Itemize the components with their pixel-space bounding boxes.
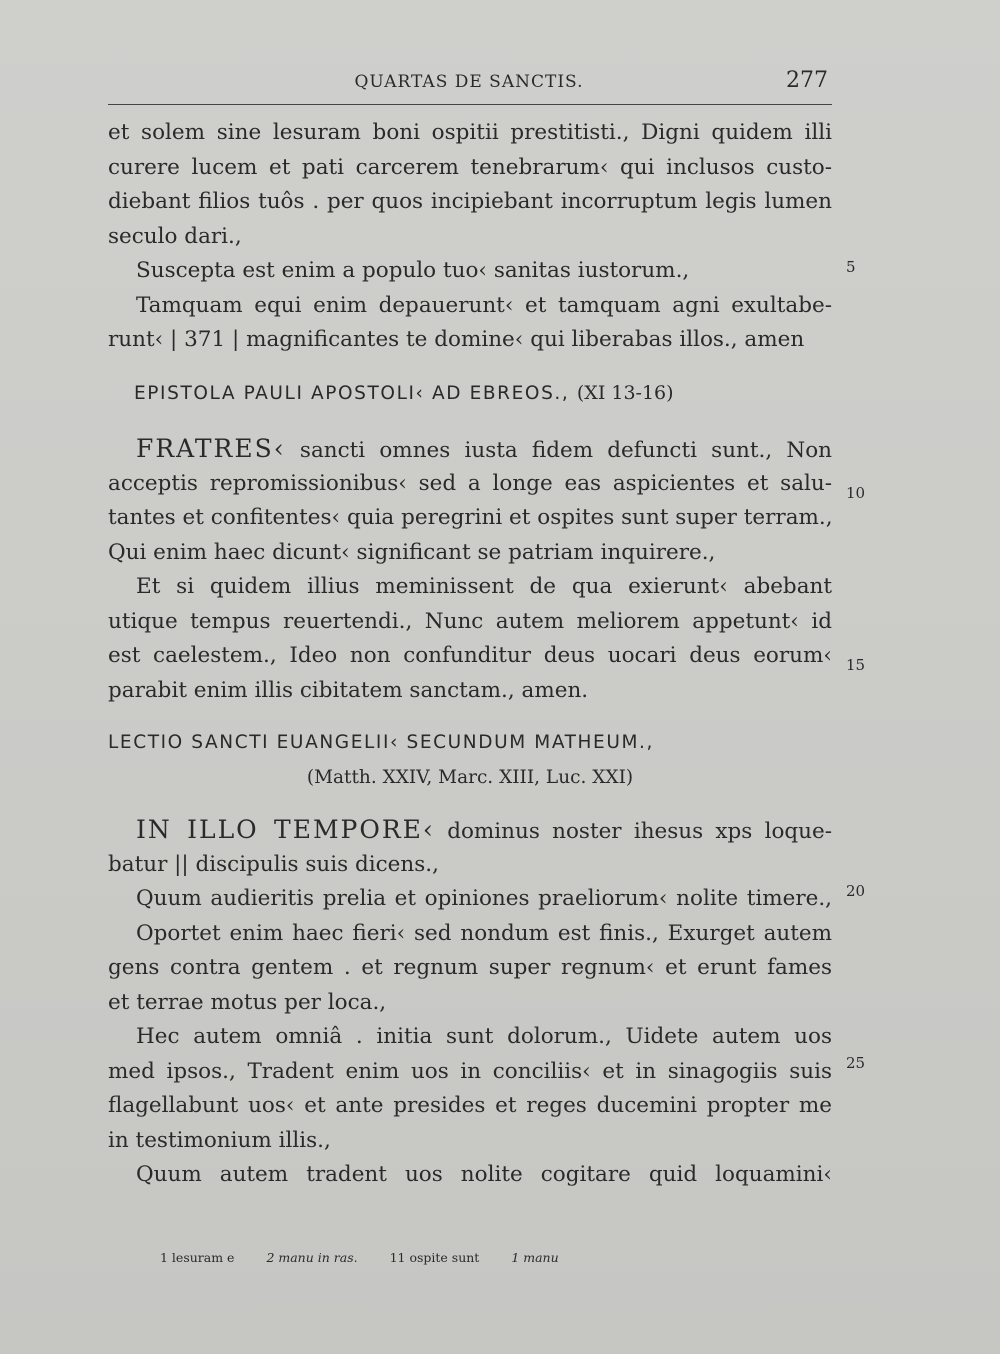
header-rule — [108, 104, 832, 105]
text-line: Quum audieritis prelia et opiniones praeliorum‹ nolite timere., — [136, 886, 832, 911]
heading-reference: (XI 13-16) — [576, 381, 674, 404]
section-heading-lectio: LECTIO SANCTI EUANGELII‹ SECUNDUM MATHEUM., — [108, 732, 654, 753]
line-number: 20 — [846, 882, 866, 900]
text-line: est caelestem., Ideo non confunditur deus uocari deus eorum‹ — [108, 643, 832, 668]
text-line: Hec autem omniâ . initia sunt dolorum., Uidete autem uos — [136, 1024, 832, 1049]
text-line: Tamquam equi enim depauerunt‹ et tamquam agni exultabe- — [136, 292, 832, 318]
footnote-italic: 2 manu in ras. — [266, 1250, 358, 1265]
line-number: 10 — [846, 484, 866, 502]
page-header — [108, 70, 830, 100]
text-line: parabit enim illis cibitatem sanctam., amen. — [108, 677, 589, 703]
text-line: tantes et confitentes‹ quia peregrini et ospites sunt super terram., — [108, 505, 833, 530]
text-line: diebant filios tuôs . per quos incipiebant incorruptum legis lumen — [108, 189, 832, 214]
text-line: et terrae motus per loca., — [108, 989, 387, 1015]
line-number: 5 — [846, 258, 856, 276]
footnote-italic: 1 manu — [511, 1250, 559, 1265]
text-line: runt‹ | 371 | magnificantes te domine‹ qui liberabas illos., amen — [108, 327, 805, 352]
footnote-2 — [390, 1250, 559, 1265]
spacer — [108, 358, 832, 376]
running-title: QUARTAS DE SANCTIS. — [354, 72, 584, 92]
text-line: curere lucem et pati carcerem tenebrarum‹ qui inclusos custo- — [108, 154, 832, 180]
text-line: batur || discipulis suis dicens., — [108, 851, 439, 877]
text-line: acceptis repromissionibus‹ sed a longe eas aspicientes et salu- — [108, 470, 832, 496]
heading-text: EPISTOLA PAULI APOSTOLI‹ AD EBREOS., — [134, 382, 570, 404]
text-line: Suscepta est enim a populo tuo‹ sanitas iustorum., — [136, 258, 690, 283]
text-span: dominus noster ihesus xps loque- — [447, 819, 832, 844]
text-span: sancti omnes iusta fidem defuncti sunt., Non — [299, 438, 832, 463]
text-line: Et si quidem illius meminissent de qua exierunt‹ abebant — [136, 574, 832, 599]
text-line: flagellabunt uos‹ et ante presides et reges ducemini propter me — [108, 1093, 832, 1118]
section-heading-epistola — [108, 376, 832, 411]
text-line: et solem sine lesuram boni ospitii prestitisti., Digni quidem illi — [108, 120, 832, 145]
incipit: IN ILLO TEMPORE‹ — [136, 815, 435, 844]
text-line: Quum autem tradent uos nolite cogitare quid loquamini‹ — [136, 1162, 832, 1187]
footnotes — [160, 1250, 587, 1265]
page-number: 277 — [786, 68, 828, 93]
footnote-1 — [160, 1250, 358, 1265]
text-line: Qui enim haec dicunt‹ significant se patriam inquirere., — [108, 539, 716, 565]
spacer — [108, 708, 832, 726]
text-line: seculo dari., — [108, 223, 242, 249]
text-line — [108, 432, 832, 467]
text-line: Oportet enim haec fieri‹ sed nondum est finis., Exurget autem — [136, 920, 832, 946]
body-text — [108, 116, 832, 1193]
line-number: 25 — [846, 1054, 866, 1072]
spacer — [108, 795, 832, 813]
incipit: FRATRES‹ — [136, 434, 286, 463]
text-line: gens contra gentem . et regnum super regnum‹ et erunt fames — [108, 955, 832, 980]
text-line: utique tempus reuertendi., Nunc autem meliorem appetunt‹ id — [108, 608, 832, 634]
spacer — [108, 410, 832, 432]
heading-reference: (Matth. XXIV, Marc. XIII, Luc. XXI) — [306, 766, 634, 788]
footnote-text: 1 lesuram e — [160, 1250, 235, 1265]
line-number: 15 — [846, 656, 866, 674]
text-line: med ipsos., Tradent enim uos in conciliis‹ et in sinagogiis suis — [108, 1058, 832, 1084]
text-line: in testimonium illis., — [108, 1127, 331, 1153]
footnote-text: 11 ospite sunt — [389, 1250, 480, 1265]
text-line — [108, 813, 832, 848]
